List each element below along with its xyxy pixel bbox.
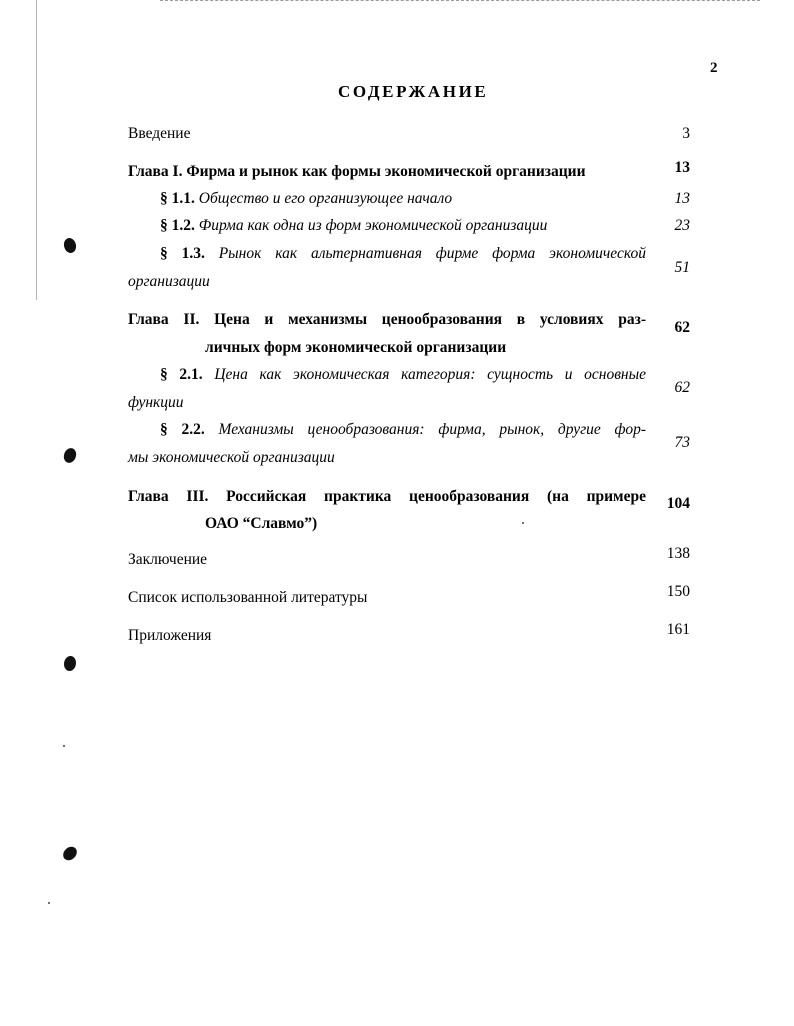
section-title: Цена как экономическая категория: сущность и основные [214,366,646,383]
toc-page: 150 [666,583,690,600]
toc-label-continued: ОАО “Славмо”) [205,515,318,532]
section-number: § 1.2. [160,217,195,234]
toc-label: Список использованной литературы [128,589,368,606]
toc-label: Приложения [128,627,212,644]
section-number: § 1.1. [160,190,195,207]
toc-label: Глава I. Фирма и рынок как формы экономической организации [128,163,586,180]
toc-label-continued: личных форм экономической организации [205,339,507,356]
toc-page: 23 [674,217,690,234]
toc-page: 104 [666,495,690,512]
toc-page: 51 [674,259,690,276]
section-title: Механизмы ценообразования: фирма, рынок, другие фор- [218,421,647,438]
section-title: Общество и его организующее начало [198,190,453,207]
scan-speck [48,902,50,904]
toc-page: 62 [674,319,690,336]
scan-speck [63,745,65,747]
punch-hole-mark [61,236,78,255]
toc-label: Введение [128,125,191,142]
toc-label: Заключение [128,551,208,568]
toc-page: 13 [674,159,690,176]
section-number: § 2.2. [160,421,205,438]
top-edge-rule [160,0,760,3]
section-title: Рынок как альтернативная фирме форма экономической [218,245,646,262]
page-number: 2 [710,60,718,76]
scan-speck [522,522,524,524]
toc-label [160,240,646,267]
toc-label-continued: организации [128,273,210,290]
toc-label-continued: мы экономической организации [128,449,335,466]
toc-page: 62 [674,379,690,396]
toc-page: 138 [666,545,690,562]
toc-page: 3 [682,125,690,142]
toc-page: 161 [666,621,690,638]
toc-label [160,212,547,239]
punch-hole-mark [63,447,77,464]
section-number: § 1.3. [160,245,205,262]
page-title: СОДЕРЖАНИЕ [338,82,489,101]
toc-label-continued: функции [128,394,184,411]
toc-label [160,361,646,388]
left-margin-rule [36,0,37,300]
section-title: Фирма как одна из форм экономической организации [198,217,548,234]
punch-hole-mark [64,656,76,671]
toc-label [160,185,452,212]
toc-page: 73 [674,434,690,451]
punch-hole-mark [61,844,79,863]
section-number: § 2.1. [160,366,203,383]
toc-label [160,416,646,443]
toc-label: Глава III. Российская практика ценообразования (на примере [128,488,646,505]
toc-label: Глава II. Цена и механизмы ценообразования в условиях раз- [128,311,646,328]
toc-page: 13 [674,190,690,207]
